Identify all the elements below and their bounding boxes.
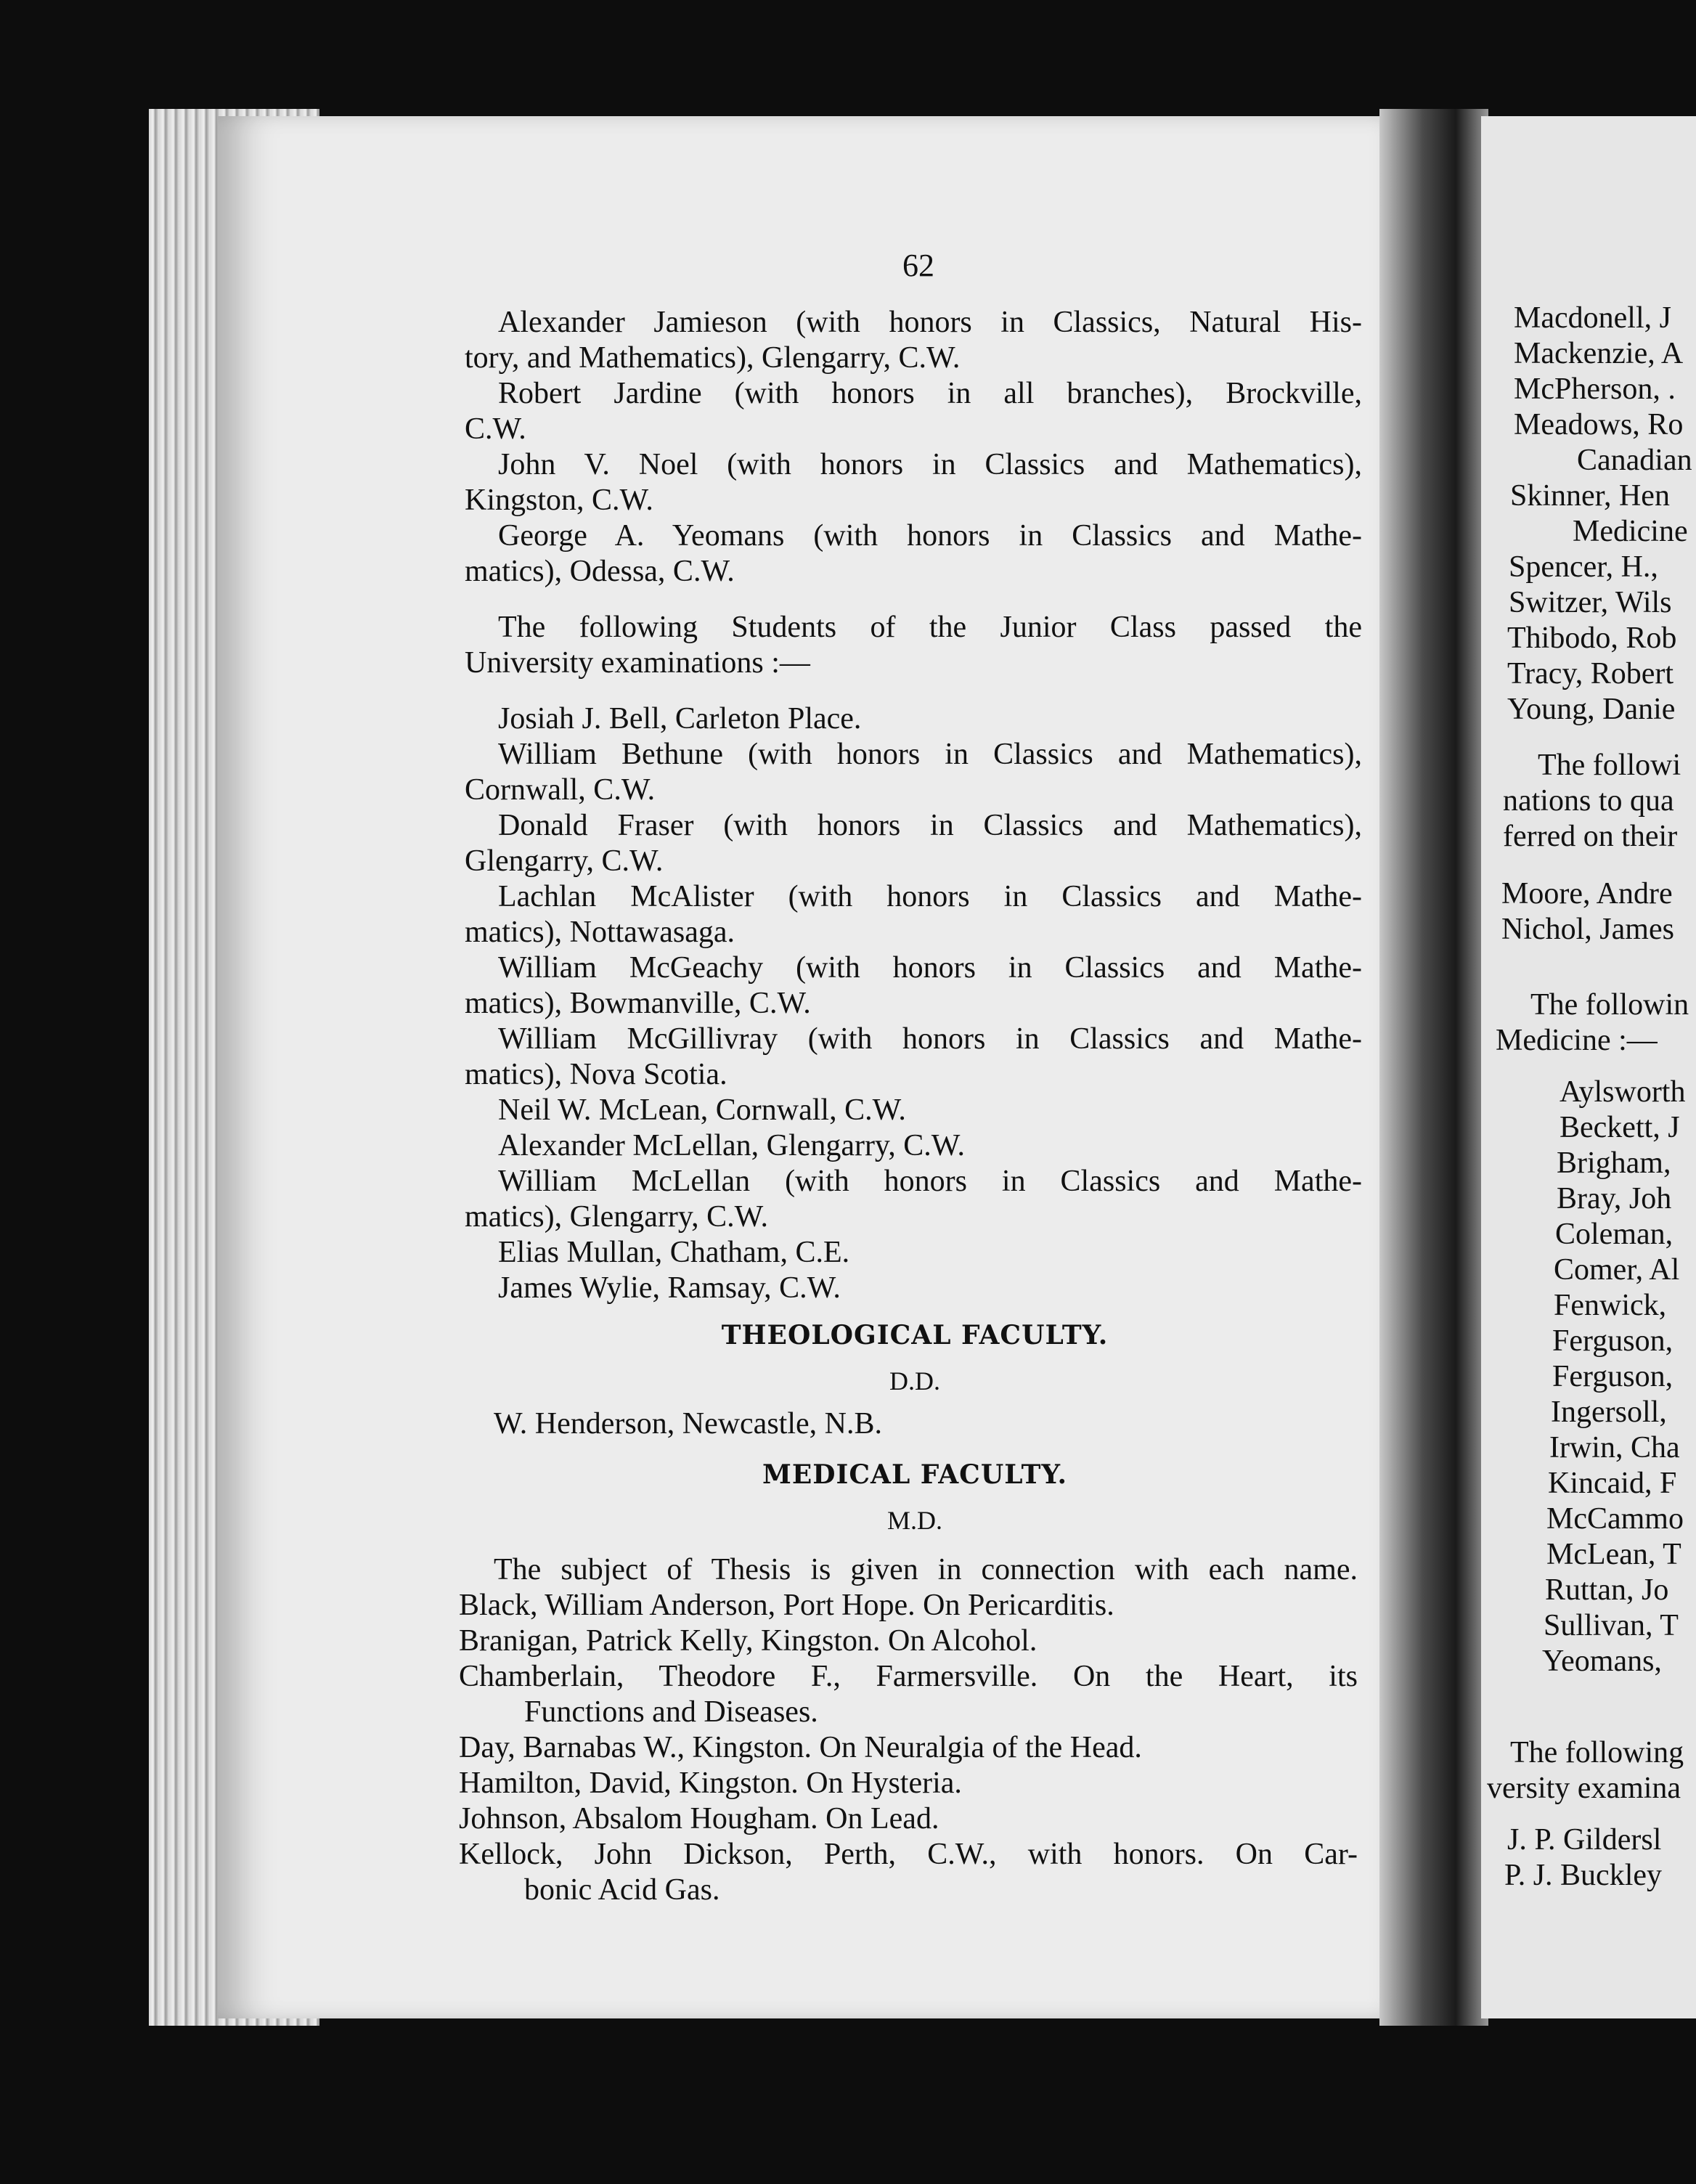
text-line: Bray, Joh xyxy=(1557,1182,1672,1215)
text-line: Sullivan, T xyxy=(1544,1609,1679,1642)
text-line: Robert Jardine (with honors in all branches), Brockville, xyxy=(498,377,1362,410)
text-line: Kincaid, F xyxy=(1548,1467,1677,1500)
text-line: matics), Odessa, C.W. xyxy=(465,555,735,588)
text-line: J. P. Gildersl xyxy=(1507,1823,1662,1857)
text-line: William Bethune (with honors in Classics and Mathematics), xyxy=(498,738,1362,771)
text-line: William McGeachy (with honors in Classics and Mathe- xyxy=(498,951,1362,985)
text-line: Branigan, Patrick Kelly, Kingston. On Alcohol. xyxy=(459,1624,1037,1658)
text-line: Kellock, John Dickson, Perth, C.W., with honors. On Car- xyxy=(459,1838,1358,1871)
text-line: Chamberlain, Theodore F., Farmersville. On the Heart, its xyxy=(459,1660,1358,1693)
text-line: William McLellan (with honors in Classics and Mathe- xyxy=(498,1165,1362,1198)
text-line: Neil W. McLean, Cornwall, C.W. xyxy=(498,1093,906,1127)
text-line: The following Students of the Junior Class passed the xyxy=(498,611,1362,644)
text-line: William McGillivray (with honors in Classics and Mathe- xyxy=(498,1022,1362,1056)
text-line: Canadian xyxy=(1577,444,1692,477)
text-line: Meadows, Ro xyxy=(1514,408,1684,441)
text-line: Nichol, James xyxy=(1501,913,1674,946)
section-heading: MEDICAL FACULTY. xyxy=(762,1459,1067,1490)
text-line: Donald Fraser (with honors in Classics and Mathematics), xyxy=(498,809,1362,842)
text-line: Johnson, Absalom Hougham. On Lead. xyxy=(459,1802,939,1835)
text-line: Kingston, C.W. xyxy=(465,484,653,517)
text-line: George A. Yeomans (with honors in Classics and Mathe- xyxy=(498,519,1362,553)
text-line: W. Henderson, Newcastle, N.B. xyxy=(494,1407,882,1441)
text-line: McLean, T xyxy=(1546,1538,1681,1571)
text-line: Tracy, Robert xyxy=(1507,657,1674,690)
text-line: Yeomans, xyxy=(1542,1645,1662,1678)
text-line: The followi xyxy=(1538,749,1681,782)
text-line: Comer, Al xyxy=(1554,1253,1680,1287)
text-line: Aylsworth xyxy=(1560,1075,1686,1109)
text-line: Moore, Andre xyxy=(1501,877,1673,910)
text-line: Medicine xyxy=(1573,515,1688,548)
text-line: matics), Bowmanville, C.W. xyxy=(465,987,811,1020)
text-line: Hamilton, David, Kingston. On Hysteria. xyxy=(459,1767,962,1800)
degree-heading: M.D. xyxy=(886,1506,942,1535)
text-line: The subject of Thesis is given in connection with each name. xyxy=(494,1553,1358,1586)
text-line: James Wylie, Ramsay, C.W. xyxy=(498,1271,841,1305)
text-line: Brigham, xyxy=(1557,1146,1671,1180)
text-line: P. J. Buckley xyxy=(1504,1859,1663,1892)
text-line: Macdonell, J xyxy=(1514,301,1671,335)
text-line: Coleman, xyxy=(1555,1218,1673,1251)
text-line: Cornwall, C.W. xyxy=(465,773,656,807)
page-number: 62 xyxy=(902,248,934,283)
text-line: Fenwick, xyxy=(1554,1289,1667,1322)
text-line: Ingersoll, xyxy=(1551,1395,1667,1429)
text-line: Spencer, H., xyxy=(1509,550,1658,584)
text-line: Josiah J. Bell, Carleton Place. xyxy=(498,702,862,736)
text-line: matics), Nottawasaga. xyxy=(465,916,735,949)
text-line: tory, and Mathematics), Glengarry, C.W. xyxy=(465,341,961,375)
text-line: Young, Danie xyxy=(1507,693,1676,726)
text-line: Elias Mullan, Chatham, C.E. xyxy=(498,1236,850,1269)
text-line: Functions and Diseases. xyxy=(524,1695,818,1729)
text-line: Black, William Anderson, Port Hope. On Pericarditis. xyxy=(459,1589,1114,1622)
text-line: Ferguson, xyxy=(1552,1360,1673,1393)
degree-heading: D.D. xyxy=(889,1366,940,1395)
text-line: The followin xyxy=(1530,988,1689,1022)
text-line: ferred on their xyxy=(1503,820,1678,853)
text-line: Ferguson, xyxy=(1552,1324,1673,1358)
text-line: C.W. xyxy=(465,412,526,446)
text-line: bonic Acid Gas. xyxy=(524,1873,720,1907)
text-line: nations to qua xyxy=(1503,784,1674,818)
text-line: John V. Noel (with honors in Classics and Mathematics), xyxy=(498,448,1362,481)
text-line: Thibodo, Rob xyxy=(1507,622,1677,655)
text-line: matics), Nova Scotia. xyxy=(465,1058,727,1091)
text-line: McPherson, . xyxy=(1514,372,1676,406)
text-line: versity examina xyxy=(1487,1772,1681,1805)
text-line: The following xyxy=(1510,1736,1684,1769)
text-line: McCammo xyxy=(1546,1502,1684,1536)
text-line: Beckett, J xyxy=(1560,1111,1680,1144)
text-line: Irwin, Cha xyxy=(1549,1431,1680,1464)
book-gutter xyxy=(1379,109,1488,2026)
text-line: Mackenzie, A xyxy=(1514,337,1684,370)
text-line: Day, Barnabas W., Kingston. On Neuralgia of the Head. xyxy=(459,1731,1142,1764)
text-line: Medicine :— xyxy=(1496,1024,1658,1057)
text-line: Switzer, Wils xyxy=(1509,586,1672,619)
text-line: matics), Glengarry, C.W. xyxy=(465,1200,768,1234)
text-line: Glengarry, C.W. xyxy=(465,844,664,878)
text-line: Alexander McLellan, Glengarry, C.W. xyxy=(498,1129,966,1162)
text-line: Skinner, Hen xyxy=(1510,479,1670,513)
text-line: Ruttan, Jo xyxy=(1545,1573,1669,1607)
section-heading: THEOLOGICAL FACULTY. xyxy=(721,1320,1109,1350)
text-line: Lachlan McAlister (with honors in Classics and Mathe- xyxy=(498,880,1362,913)
text-line: University examinations :— xyxy=(465,646,810,680)
text-line: Alexander Jamieson (with honors in Classics, Natural His- xyxy=(498,306,1362,339)
